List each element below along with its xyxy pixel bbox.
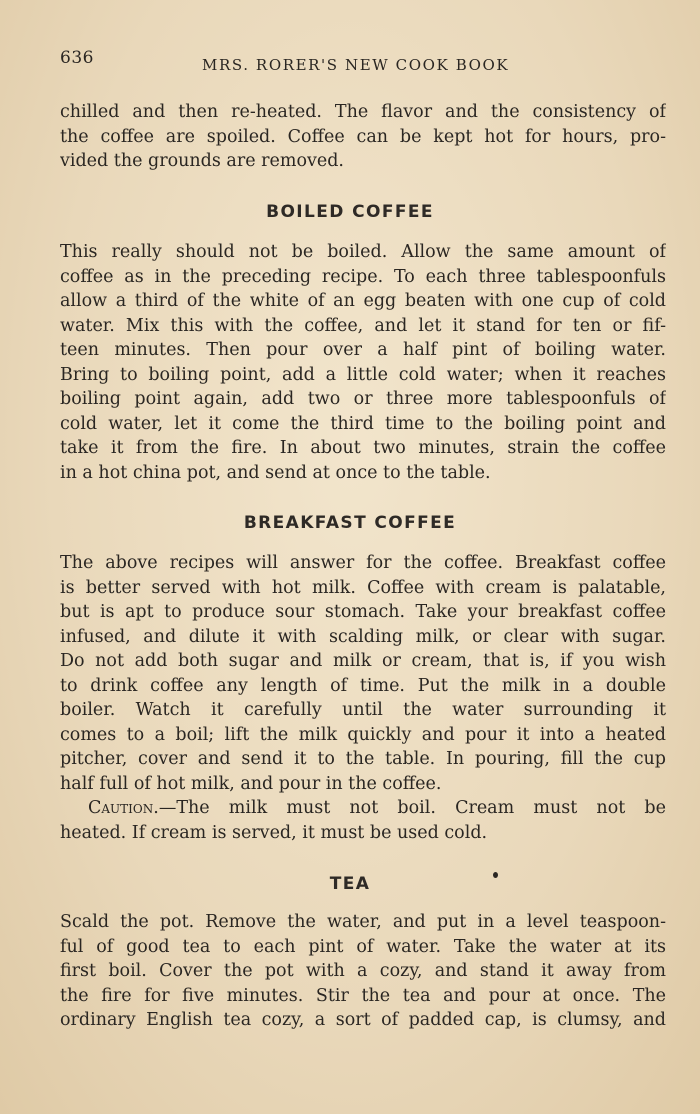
running-head [60,48,530,78]
caution-line [60,796,666,821]
intro-paragraph [60,100,666,174]
ink-speck [493,872,498,878]
text-line: Do not add both sugar and milk or cream, that is, if you wish [60,651,666,671]
text-line: the fire for five minutes. Stir the tea and pour at once. The [60,985,666,1006]
text-line: to drink coffee any length of time. Put the milk in a double [60,675,666,696]
text-line: heated. If cream is served, it must be used cold. [60,822,488,843]
text-line: cold water, let it come the third time to the boiling point and [60,413,666,434]
text-line: Bring to boiling point, add a little cold water; when it reaches [60,364,666,385]
text-line: ful of good tea to each pint of water. Take the water at its [60,936,666,957]
caution-label: Caution. [88,798,159,818]
text-line: ordinary English tea cozy, a sort of padded cap, is clumsy, and [60,1010,666,1030]
text-line: boiling point again, add two or three more tablespoonfuls of [60,389,666,409]
text-line: first boil. Cover the pot with a cozy, and stand it away from [60,961,666,981]
section-heading-boiled-coffee: BOILED COFFEE [266,202,434,222]
tea-paragraph [60,910,666,1033]
text-line: take it from the fire. In about two minutes, strain the coffee [60,438,666,458]
text-line: but is apt to produce sour stomach. Take your breakfast coffee [60,602,666,622]
text-line: in a hot china pot, and send at once to the table. [60,462,491,483]
text-line: Scald the pot. Remove the water, and put in a level teaspoon- [60,912,666,932]
text-line: allow a third of the white of an egg beaten with one cup of cold [60,291,666,311]
text-line: The above recipes will answer for the coffee. Breakfast coffee [60,553,666,573]
text-line: vided the grounds are removed. [60,151,344,171]
caution-text: —The milk must not boil. Cream must not be [158,798,666,818]
text-line: infused, and dilute it with scalding milk, or clear with sugar. [60,626,666,647]
text-line: pitcher, cover and send it to the table. In pouring, fill the cup [60,749,666,769]
text-line: is better served with hot milk. Coffee with cream is palatable, [60,577,666,598]
text-line: the coffee are spoiled. Coffee can be kept hot for hours, pro- [60,126,666,147]
text-line: teen minutes. Then pour over a half pint of boiling water. [60,340,666,360]
text-line: chilled and then re-heated. The flavor and the consistency of [60,102,666,122]
boiled-coffee-paragraph [60,240,666,485]
text-line: half full of hot milk, and pour in the coffee. [60,773,442,794]
section-heading-breakfast-coffee: BREAKFAST COFFEE [243,513,457,533]
text-line: coffee as in the preceding recipe. To each three tablespoonfuls [60,266,666,287]
text-line: boiler. Watch it carefully until the water surrounding it [60,700,666,720]
text-line: comes to a boil; lift the milk quickly and pour it into a heated [60,724,666,745]
text-line: water. Mix this with the coffee, and let it stand for ten or fif- [60,315,666,336]
book-title-header: MRS. RORER'S NEW COOK BOOK [202,56,510,74]
page-number: 636 [60,48,94,68]
text-line: This really should not be boiled. Allow the same amount of [60,242,666,262]
breakfast-coffee-paragraph [60,551,666,845]
section-heading-tea: TEA [329,874,371,894]
